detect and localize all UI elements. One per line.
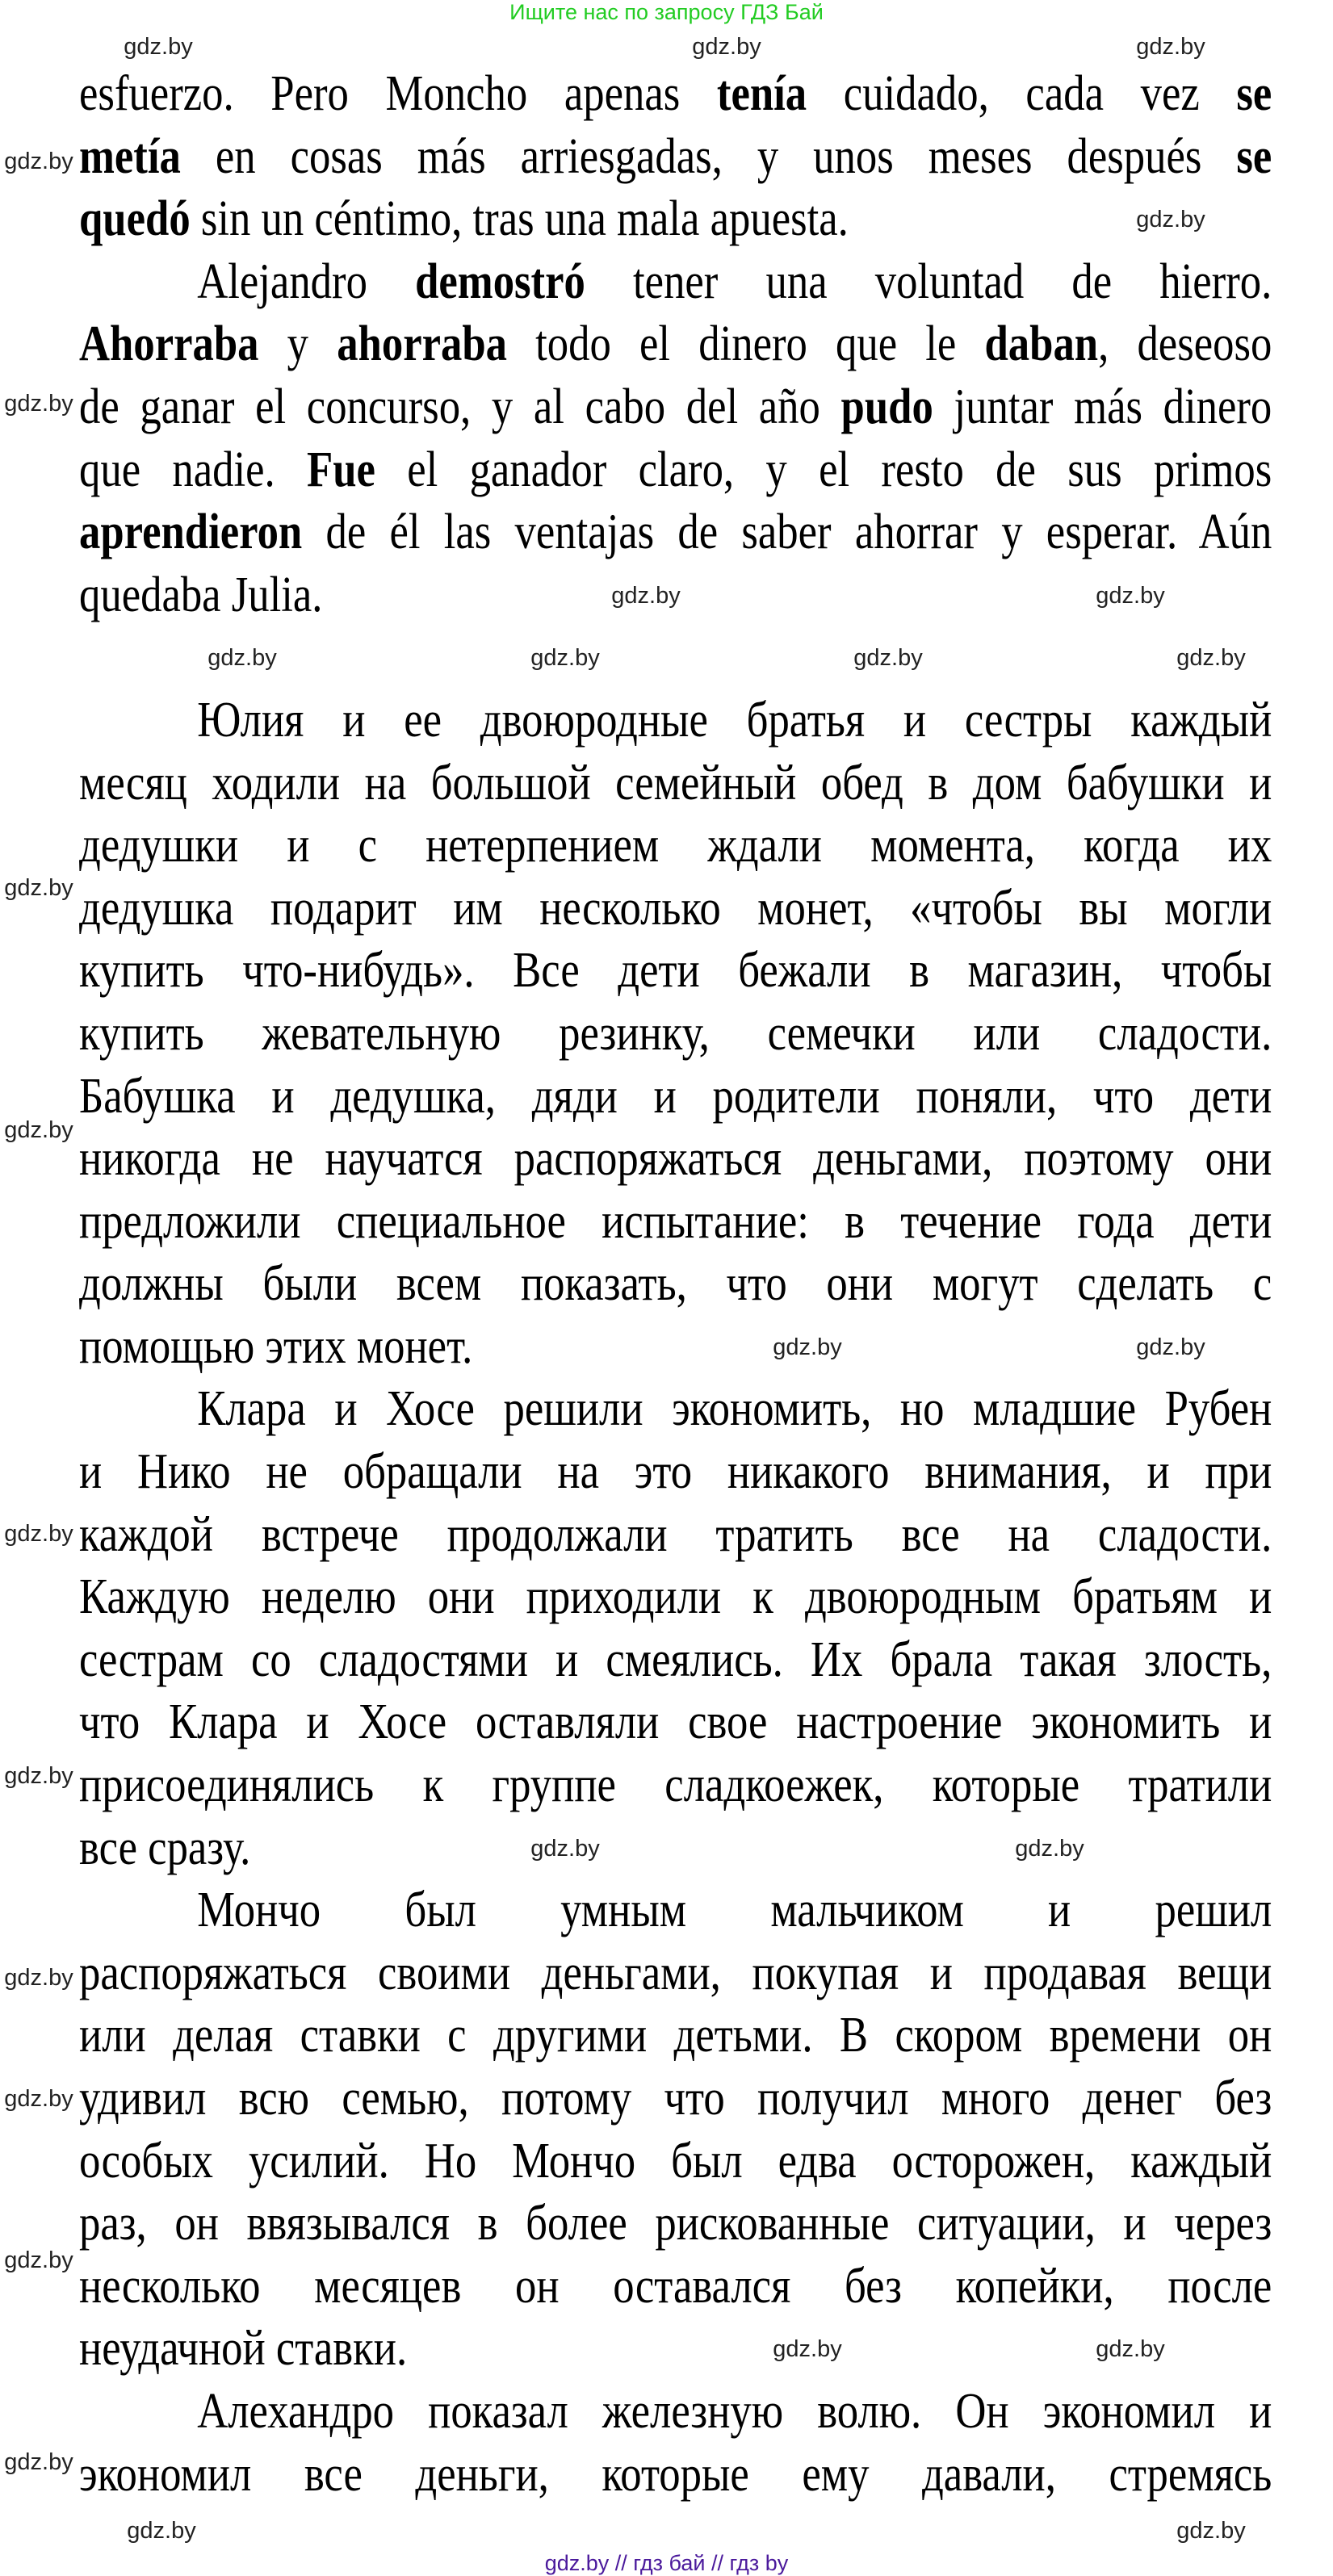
text-line <box>79 1566 1272 1629</box>
text-segment: все сразу. <box>79 1820 251 1875</box>
text-segment: esfuerzo. Pero Moncho apenas <box>79 66 717 121</box>
bold-verb: se <box>1236 66 1272 121</box>
bold-verb: pudo <box>840 379 933 434</box>
watermark-text: gdz.by <box>530 1836 600 1862</box>
text-line <box>79 815 1272 878</box>
text-segment: de él las ventajas de saber ahorrar y esperar. Aún <box>302 505 1272 560</box>
text-segment: Юлия и ее двоюродные братья и сестры каждый <box>197 692 1272 748</box>
watermark-text: gdz.by <box>1136 34 1205 60</box>
text-line <box>79 1253 1272 1316</box>
text-line <box>79 1817 1272 1880</box>
watermark-text: gdz.by <box>611 583 681 609</box>
text-line <box>79 878 1272 940</box>
text-segment: Мончо был умным мальчиком и решил <box>197 1883 1272 1938</box>
text-segment: cuidado, cada vez <box>807 66 1237 121</box>
text-line <box>79 126 1272 189</box>
bold-verb: se <box>1236 128 1272 184</box>
watermark-text: gdz.by <box>4 1763 73 1789</box>
text-line <box>79 752 1272 815</box>
text-segment: никогда не научатся распоряжаться деньгами, поэтому они <box>79 1131 1272 1187</box>
text-line <box>79 2067 1272 2130</box>
text-line <box>79 1191 1272 1254</box>
text-line <box>79 63 1272 126</box>
watermark-text: gdz.by <box>124 34 193 60</box>
footer-links[interactable]: gdz.by // гдз бай // гдз by <box>544 2551 789 2575</box>
watermark-text: gdz.by <box>4 2086 73 2112</box>
text-segment: Алехандро показал железную волю. Он экономил и <box>197 2383 1272 2439</box>
watermark-text: gdz.by <box>4 1965 73 1991</box>
text-segment: купить жевательную резинку, семечки или сладости. <box>79 1005 1272 1061</box>
text-segment: должны были всем показать, что они могут сделать с <box>79 1256 1272 1312</box>
text-segment: el ganador claro, y el resto de sus primos <box>375 442 1272 497</box>
watermark-text: gdz.by <box>1015 1836 1084 1862</box>
text-line <box>79 376 1272 439</box>
bold-verb: metía <box>79 128 181 184</box>
text-line <box>79 1691 1272 1754</box>
text-line <box>79 2004 1272 2067</box>
text-segment: предложили специальное испытание: в течение года дети <box>79 1193 1272 1249</box>
bold-verb: quedó <box>79 191 191 247</box>
text-segment: en cosas más arriesgadas, y unos meses después <box>180 128 1237 184</box>
bold-verb: demostró <box>415 253 585 309</box>
text-segment: и Нико не обращали на это никакого внимания, и при <box>79 1444 1272 1500</box>
text-segment: несколько месяцев он оставался без копейки, после <box>79 2258 1272 2314</box>
watermark-text: gdz.by <box>4 875 73 901</box>
text-segment: de ganar el concurso, y al cabo del año <box>79 379 841 434</box>
text-segment: y <box>258 316 337 372</box>
text-line <box>79 2444 1272 2507</box>
watermark-text: gdz.by <box>1176 2518 1246 2544</box>
watermark-text: gdz.by <box>207 645 277 671</box>
bold-verb: tenía <box>716 66 807 121</box>
text-line <box>79 1128 1272 1191</box>
watermark-text: gdz.by <box>853 645 923 671</box>
text-line <box>79 439 1272 502</box>
text-line <box>79 940 1272 1003</box>
watermark-text: gdz.by <box>4 2449 73 2475</box>
text-line <box>79 2130 1272 2193</box>
text-segment: раз, он ввязывался в более рискованные ситуации, и через <box>79 2196 1272 2251</box>
document-body <box>79 63 1272 2506</box>
text-segment: Alejandro <box>197 253 416 309</box>
text-line <box>79 1441 1272 1504</box>
text-segment: , deseoso <box>1098 316 1272 372</box>
watermark-text: gdz.by <box>4 1117 73 1143</box>
bold-verb: Ahorraba <box>79 316 259 372</box>
text-segment: Бабушка и дедушка, дяди и родители поняли, что дети <box>79 1068 1272 1124</box>
text-line <box>79 313 1272 376</box>
text-segment: особых усилий. Но Мончо был едва осторожен, каждый <box>79 2133 1272 2189</box>
text-line <box>79 1316 1272 1379</box>
bold-verb: daban <box>984 316 1099 372</box>
watermark-text: gdz.by <box>1096 583 1165 609</box>
text-segment: Каждую неделю они приходили к двоюродным братьям и <box>79 1569 1272 1625</box>
text-segment: помощью этих монет. <box>79 1318 473 1374</box>
text-segment: экономил все деньги, которые ему давали, стремясь <box>79 2446 1272 2502</box>
text-line <box>79 1754 1272 1817</box>
text-line <box>79 1942 1272 2005</box>
text-line <box>79 1504 1272 1567</box>
watermark-text: gdz.by <box>4 2247 73 2273</box>
watermark-text: gdz.by <box>692 34 761 60</box>
text-segment: tener una voluntad de hierro. <box>585 253 1272 309</box>
text-segment: juntar más dinero <box>933 379 1272 434</box>
text-segment: sin un céntimo, tras una mala apuesta. <box>190 191 849 247</box>
text-segment: каждой встрече продолжали тратить все на сладости. <box>79 1506 1272 1562</box>
watermark-text: gdz.by <box>1096 2336 1165 2362</box>
text-segment: todo el dinero que le <box>507 316 985 372</box>
text-segment: что Клара и Хосе оставляли свое настроение экономить и <box>79 1694 1272 1750</box>
text-line <box>79 251 1272 314</box>
text-line <box>79 1378 1272 1441</box>
bold-verb: Fue <box>307 442 375 497</box>
text-line <box>79 2193 1272 2256</box>
text-line <box>79 501 1272 564</box>
text-segment: удивил всю семью, потому что получил много денег без <box>79 2071 1272 2126</box>
watermark-text: gdz.by <box>1176 645 1246 671</box>
watermark-text: gdz.by <box>127 2518 196 2544</box>
bold-verb: aprendieron <box>79 505 303 560</box>
text-segment: сестрам со сладостями и смеялись. Их брала такая злость, <box>79 1631 1272 1687</box>
text-line <box>79 2256 1272 2318</box>
watermark-text: gdz.by <box>530 645 600 671</box>
text-line <box>79 1879 1272 1942</box>
text-line <box>79 2381 1272 2444</box>
watermark-text: gdz.by <box>1136 207 1205 232</box>
text-line <box>79 1066 1272 1129</box>
text-line <box>79 1629 1272 1692</box>
watermark-text: gdz.by <box>4 149 73 174</box>
text-segment: купить что-нибудь». Все дети бежали в магазин, чтобы <box>79 943 1272 999</box>
text-segment: неудачной ставки. <box>79 2321 408 2377</box>
text-segment: присоединялись к группе сладкоежек, которые тратили <box>79 1757 1272 1813</box>
text-segment: распоряжаться своими деньгами, покупая и продавая вещи <box>79 1945 1272 2000</box>
text-line <box>79 1003 1272 1066</box>
watermark-text: gdz.by <box>773 2336 842 2362</box>
search-hint-banner[interactable]: Ищите нас по запросу ГДЗ Бай <box>509 0 824 24</box>
text-line <box>79 689 1272 752</box>
text-line <box>79 188 1272 251</box>
bold-verb: ahorraba <box>337 316 508 372</box>
watermark-text: gdz.by <box>773 1334 842 1360</box>
text-segment: или делая ставки с другими детьми. В скором времени он <box>79 2008 1272 2063</box>
watermark-text: gdz.by <box>4 391 73 417</box>
text-line <box>79 2318 1272 2381</box>
text-segment: Клара и Хосе решили экономить, но младшие Рубен <box>197 1381 1272 1437</box>
watermark-text: gdz.by <box>4 1521 73 1547</box>
text-segment: дедушки и с нетерпением ждали момента, когда их <box>79 818 1272 873</box>
text-segment: que nadie. <box>79 442 308 497</box>
text-segment: дедушка подарит им несколько монет, «чтобы вы могли <box>79 880 1272 936</box>
text-segment: месяц ходили на большой семейный обед в дом бабушки и <box>79 755 1272 810</box>
watermark-text: gdz.by <box>1136 1334 1205 1360</box>
text-segment: quedaba Julia. <box>79 567 323 622</box>
